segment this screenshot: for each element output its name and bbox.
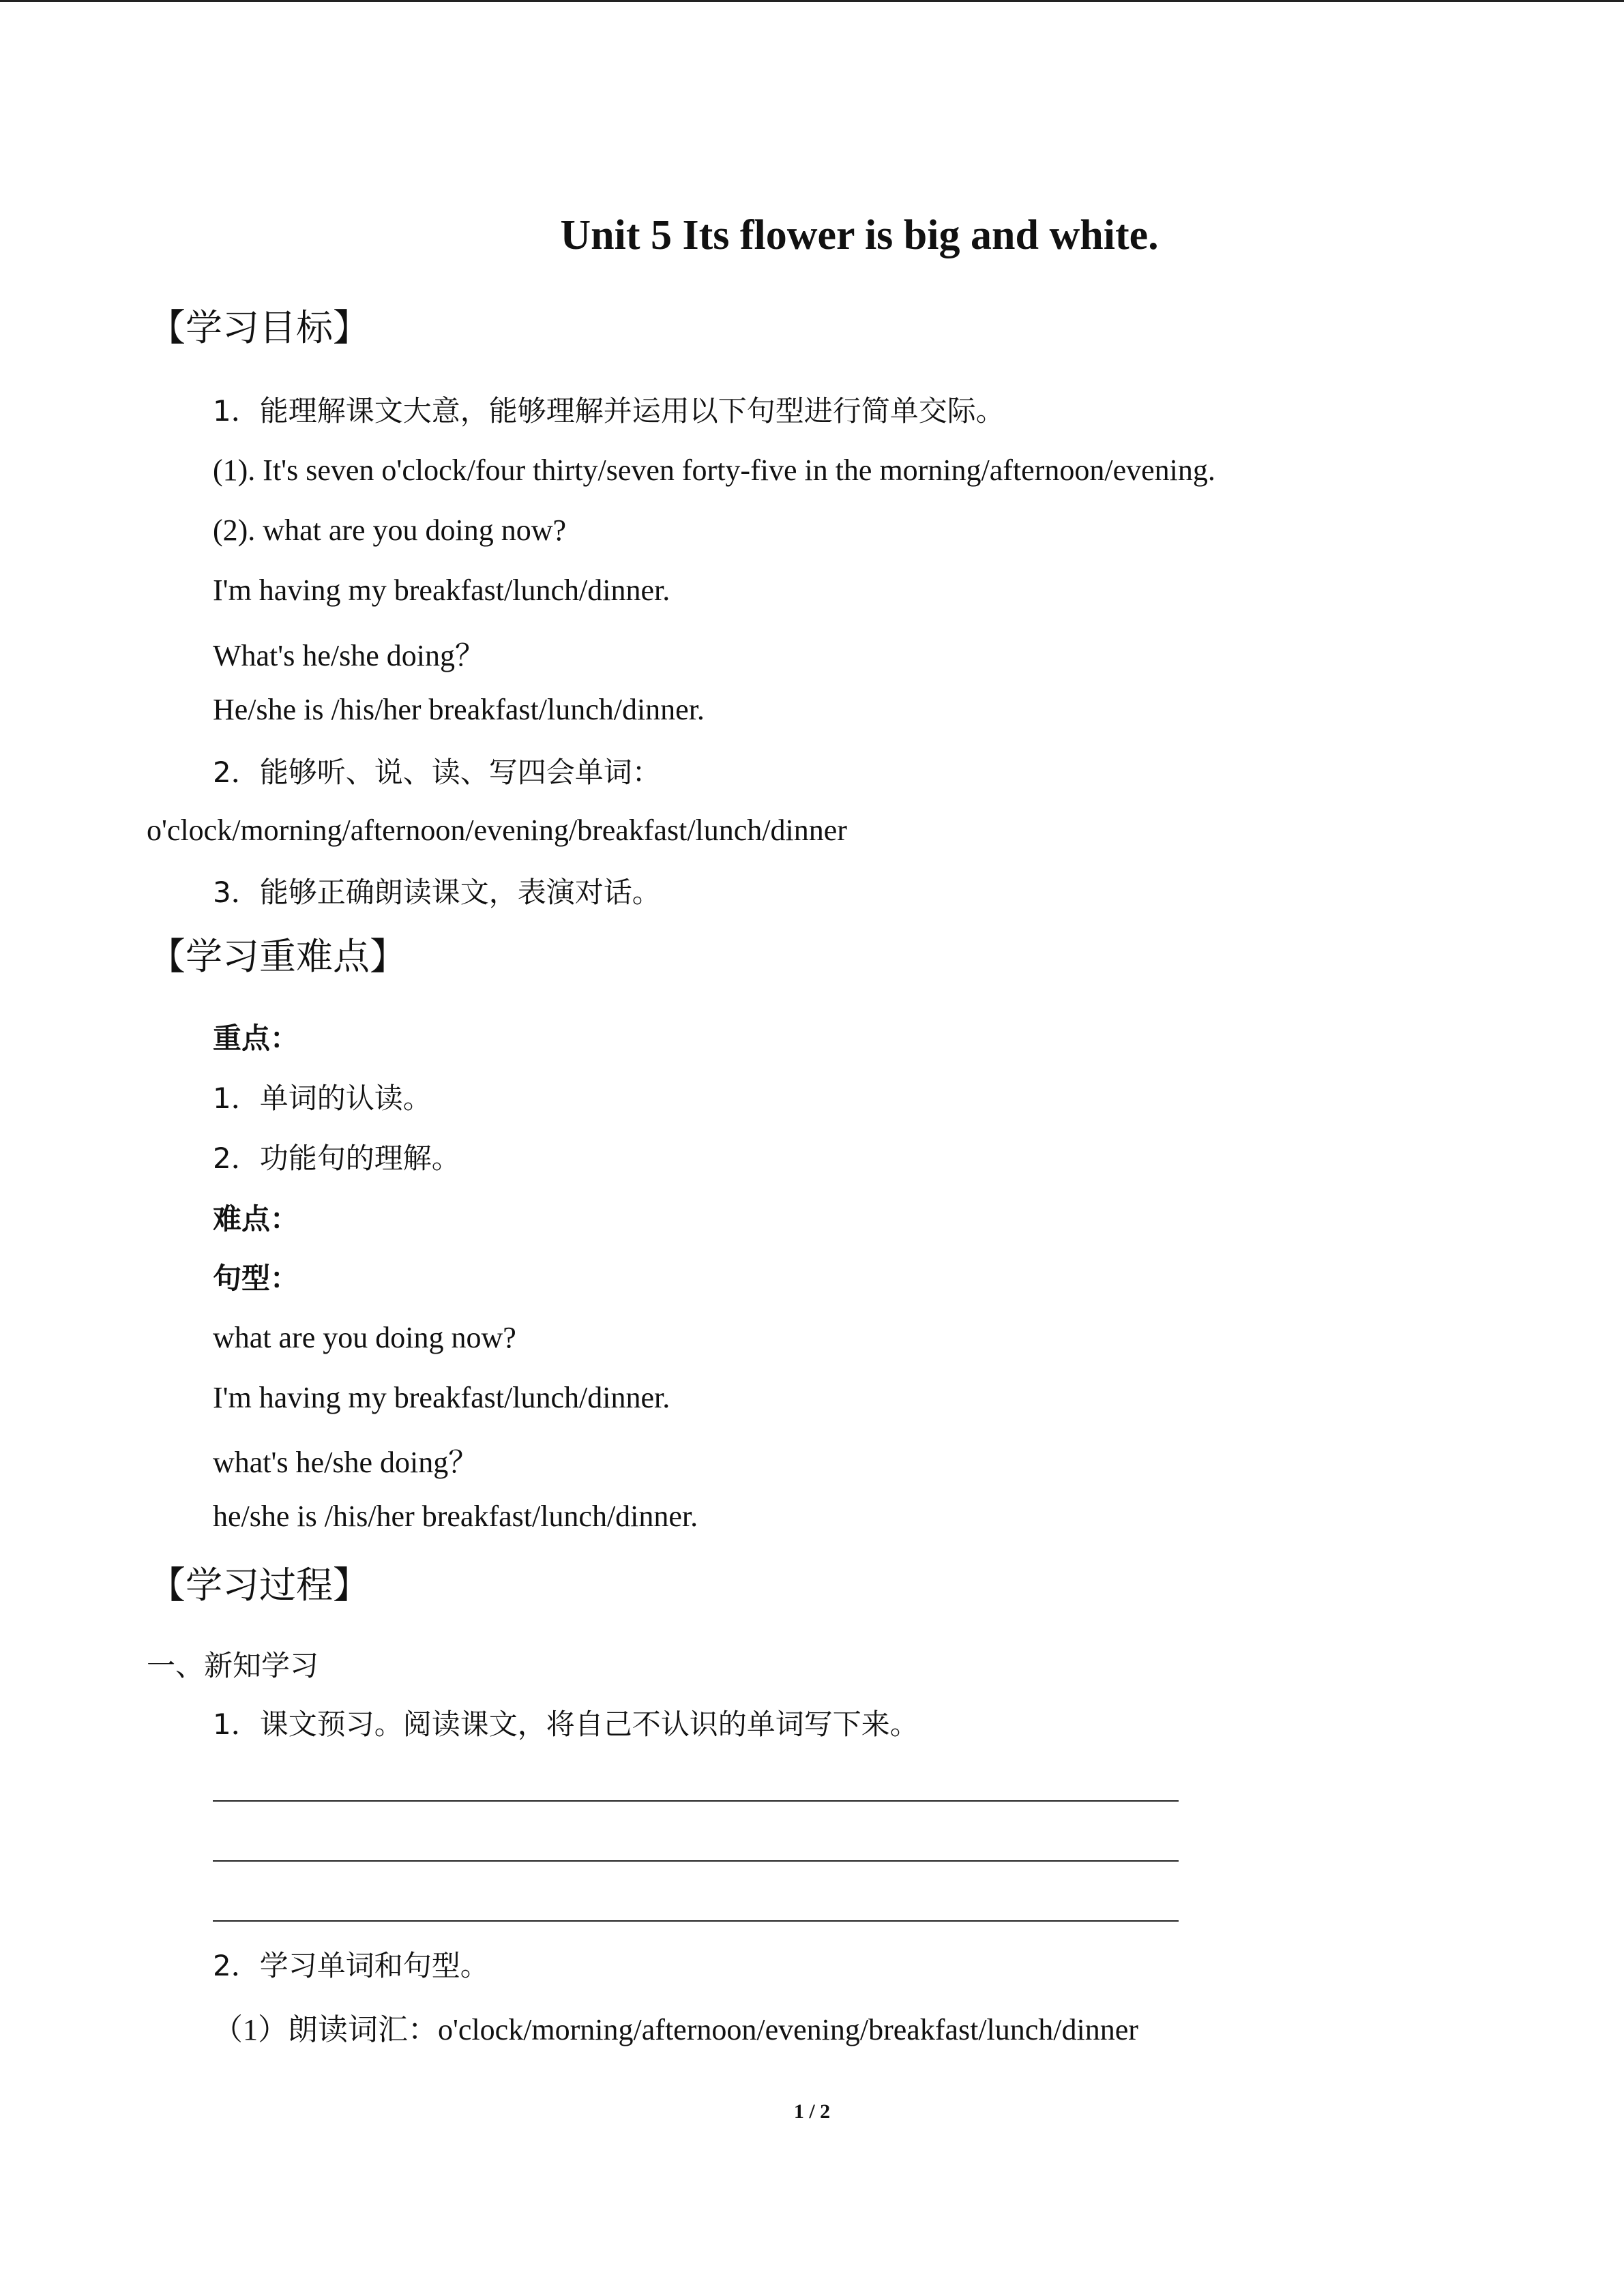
process-step-2a: （1）朗读词汇：o'clock/morning/afternoon/evening/breakfast/lunch/dinner [213, 2013, 1138, 2046]
objectives-heading: 【学习目标】 [149, 306, 370, 349]
objective-sentence-5: He/she is /his/her breakfast/lunch/dinner. [213, 693, 705, 726]
pattern-sentence-4: he/she is /his/her breakfast/lunch/dinner. [213, 1500, 698, 1533]
top-border [0, 0, 1624, 2]
key-label: 重点： [213, 1022, 299, 1055]
objective-sentence-4: What's he/she doing？ [213, 639, 485, 672]
pattern-label: 句型： [213, 1262, 299, 1295]
objective-sentence-3: I'm having my breakfast/lunch/dinner. [213, 573, 670, 607]
objective-sentence-1: (1). It's seven o'clock/four thirty/seven forty-five in the morning/afternoon/evening. [213, 453, 1215, 487]
objective-item-2: 2．能够听、说、读、写四会单词： [213, 756, 661, 789]
process-heading: 【学习过程】 [149, 1564, 370, 1607]
key-item-2: 2．功能句的理解。 [213, 1142, 460, 1175]
pattern-sentence-2: I'm having my breakfast/lunch/dinner. [213, 1381, 670, 1414]
process-step-2: 2．学习单词和句型。 [213, 1949, 489, 1982]
pattern-sentence-3: what's he/she doing？ [213, 1446, 479, 1479]
page-title: Unit 5 Its flower is big and white. [560, 212, 1159, 258]
objective-item-3: 3．能够正确朗读课文，表演对话。 [213, 876, 661, 909]
difficulty-label: 难点： [213, 1202, 299, 1236]
page-number: 1 / 2 [793, 2100, 831, 2123]
process-part-1: 一、新知学习 [147, 1649, 319, 1682]
pattern-sentence-1: what are you doing now? [213, 1321, 516, 1354]
key-points-heading: 【学习重难点】 [149, 935, 407, 978]
process-step-1: 1．课文预习。阅读课文，将自己不认识的单词写下来。 [213, 1708, 919, 1741]
answer-line-2[interactable] [213, 1860, 1179, 1862]
key-item-1: 1．单词的认读。 [213, 1082, 432, 1115]
objective-item-1: 1．能理解课文大意，能够理解并运用以下句型进行简单交际。 [213, 394, 1005, 428]
answer-line-1[interactable] [213, 1800, 1179, 1802]
answer-line-3[interactable] [213, 1920, 1179, 1922]
objective-sentence-2: (2). what are you doing now? [213, 513, 567, 547]
objective-words: o'clock/morning/afternoon/evening/breakfast/lunch/dinner [147, 814, 847, 847]
